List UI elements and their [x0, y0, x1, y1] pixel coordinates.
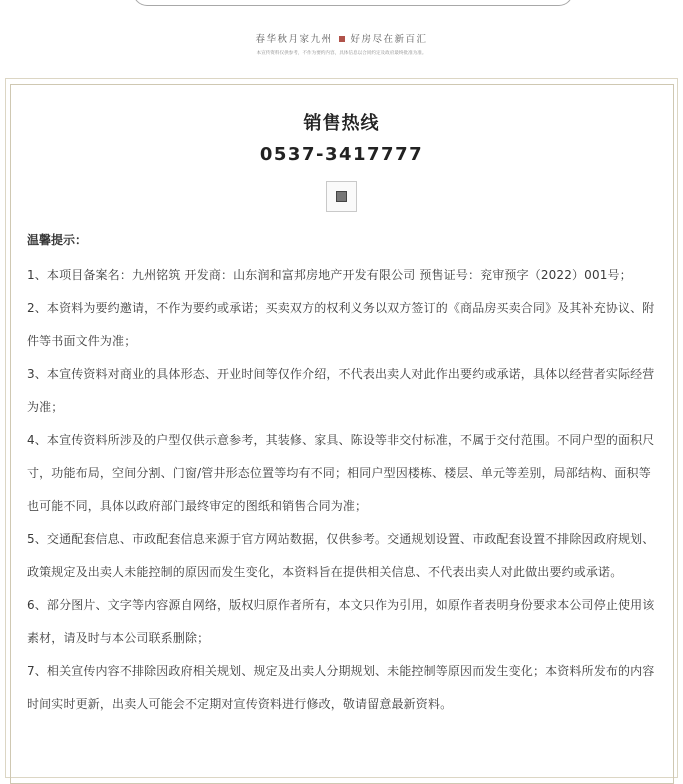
slogan-left: 春华秋月家九州 [255, 34, 333, 45]
slogan-right: 好房尽在新百汇 [350, 34, 428, 45]
notice-item: 5、交通配套信息、市政配套信息来源于官方网站数据，仅供参考。交通规划设置、市政配套设置不排除因政府规划、政策规定及出卖人未能控制的原因而发生变化，本资料旨在提供相关信息、不代表出卖人对此做出要约或承诺。 [27, 532, 655, 579]
notice-item: 7、相关宣传内容不排除因政府相关规划、规定及出卖人分期规划、未能控制等原因而发生变化；本资料所发布的内容时间实时更新，出卖人可能会不定期对宣传资料进行修改，敬请留意最新资料。 [27, 664, 655, 711]
top-banner [0, 0, 683, 80]
square-divider-icon [339, 36, 345, 42]
banner-frame-edge [133, 0, 573, 6]
notice-item: 1、本项目备案名：九州铭筑 开发商：山东润和富邦房地产开发有限公司 预售证号：兖审预字（2022）001号； [27, 268, 632, 282]
notice-item: 2、本资料为要约邀请，不作为要约或承诺；买卖双方的权利义务以双方签订的《商品房买卖合同》及其补充协议、附件等书面文件为准； [27, 301, 655, 348]
qr-code-icon [336, 191, 347, 202]
hotline-number[interactable]: 0537-3417777 [259, 144, 424, 165]
banner-fineprint: 本宣传资料仅供参考，不作为要约内容，具体信息以合同约定及政府最终批准为准。 [256, 51, 427, 56]
notice-item: 3、本宣传资料对商业的具体形态、开业时间等仅作介绍，不代表出卖人对此作出要约或承诺，具体以经营者实际经营为准； [27, 367, 655, 414]
notice-list [27, 259, 655, 721]
notice-item: 4、本宣传资料所涉及的户型仅供示意参考，其装修、家具、陈设等非交付标准，不属于交付范围。不同户型的面积尺寸，功能布局，空间分割、门窗/管井形态位置等均有不同；相同户型因楼栋、楼层、单元等差别，局部结构、面积等也可能不同，具体以政府部门最终审定的图纸和销售合同为准； [27, 433, 655, 513]
tips-heading: 温馨提示： [27, 233, 88, 247]
banner-slogan [0, 31, 683, 45]
notice-item: 6、部分图片、文字等内容源自网络，版权归原作者所有，本文只作为引用，如原作者表明身份要求本公司停止使用该素材，请及时与本公司联系删除； [27, 598, 655, 645]
qr-code-image[interactable] [326, 181, 357, 212]
hotline-title: 销售热线 [303, 113, 380, 134]
